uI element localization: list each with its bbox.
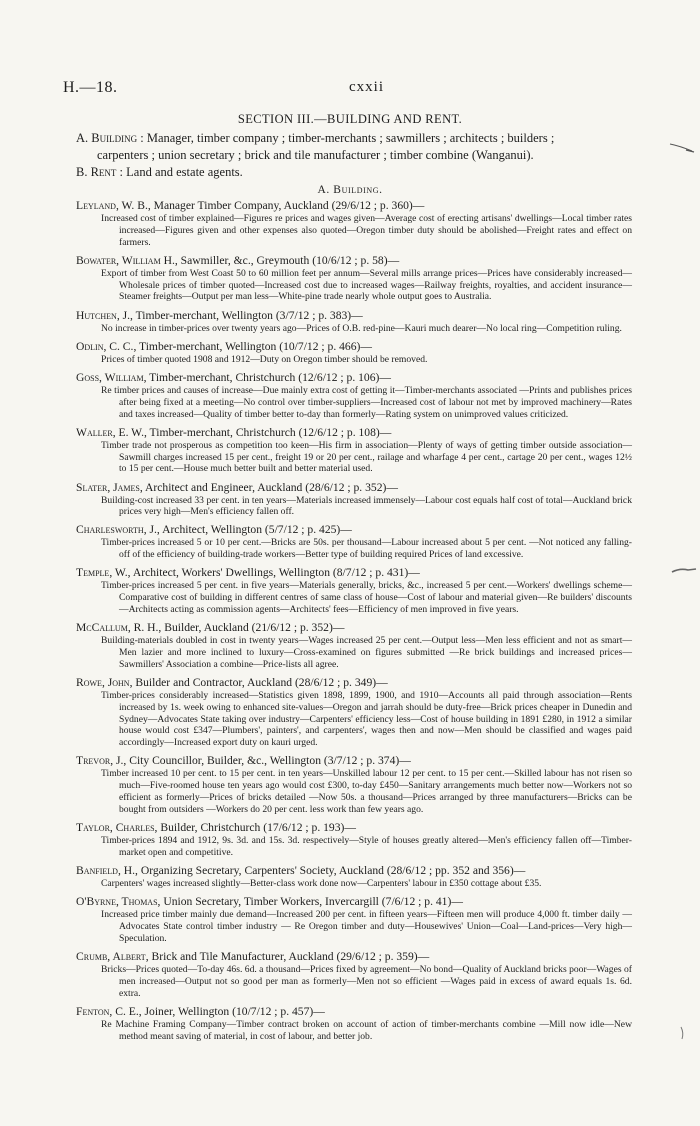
witness-name: Goss, William bbox=[76, 370, 144, 384]
intro-rent bbox=[76, 165, 243, 180]
evidence-summary: Timber-prices increased 5 or 10 per cent.—Bricks are 50s. per thousand—Labour increased about 5 per cent. —Not noticed any falling-off of the efficiency of building-trade workers—Better type of building required Prices of land excessive. bbox=[101, 537, 632, 561]
witness-heading bbox=[76, 895, 632, 909]
witness-heading bbox=[76, 754, 632, 768]
witness-heading bbox=[76, 254, 632, 268]
witness-entry bbox=[76, 481, 632, 519]
evidence-summary: Export of timber from West Coast 50 to 60 million feet per annum—Several mills arrange prices—Prices have considerably increased—Wholesale prices of timber quoted—Increased cost due to increased wages—Railway freights, royalties, and accident insurance—Steamer freights—Output per man less—White-pine trade nearly whole output goes to Australia. bbox=[101, 267, 632, 303]
intro-rent-label: B. Rent : bbox=[76, 165, 124, 179]
margin-mark-bottom bbox=[678, 1026, 688, 1040]
witness-details: , R. H., Builder, Auckland (21/6/12 ; p. 352)— bbox=[127, 621, 345, 635]
witness-details: , W. B., Manager Timber Company, Auckland (29/6/12 ; p. 360)— bbox=[115, 199, 425, 212]
page-reference: H.—18. bbox=[63, 79, 118, 96]
evidence-summary: Re Machine Framing Company—Timber contract broken on account of action of timber-merchants combine —Mill now idle—New method meant saving of material, in cost of labour, and better job. bbox=[101, 1018, 632, 1042]
witness-name: Charlesworth bbox=[76, 523, 144, 537]
witness-name: Rowe, John bbox=[76, 676, 130, 690]
page-number: cxxii bbox=[349, 79, 384, 95]
witness-heading bbox=[76, 566, 632, 580]
witness-name: O'Byrne, Thomas bbox=[76, 895, 158, 909]
intro-building bbox=[76, 130, 636, 164]
witness-details: , Brick and Tile Manufacturer, Auckland (29/6/12 ; p. 359)— bbox=[145, 949, 430, 963]
witness-details: , C. C., Timber-merchant, Wellington (10/7/12 ; p. 466)— bbox=[103, 339, 372, 353]
witness-details: , E. W., Timber-merchant, Christchurch (12/6/12 ; p. 108)— bbox=[112, 425, 392, 439]
evidence-summary: Increased price timber mainly due demand—Increased 200 per cent. in fifteen years—Fifteen men will produce 4,000 ft. timber daily — Advocates State control timber industry — Re Oregon timber and duty—Housewives' Union—Coal—Land-prices—Very high—Speculation. bbox=[101, 909, 632, 944]
witness-details: H., Sawmiller, &c., Greymouth (10/6/12 ; p. 58)— bbox=[160, 253, 400, 267]
evidence-summary: Prices of timber quoted 1908 and 1912—Duty on Oregon timber should be removed. bbox=[101, 353, 428, 365]
witness-name: Fenton bbox=[76, 1004, 110, 1018]
evidence-summary: Building-materials doubled in cost in twenty years—Wages increased 25 per cent.—Output less—Men less efficient and not as smart—Men lazier and more inclined to luxury—Cross-examined on figures submitted —Re brick buildings and increased prices—Sawmillers' Association a combine—Price-lists all agree. bbox=[101, 635, 632, 670]
witness-entry bbox=[76, 309, 632, 335]
intro-building-text-line1: Manager, timber company ; timber-merchants ; sawmillers ; architects ; builders ; bbox=[146, 131, 555, 145]
evidence-summary: Carpenters' wages increased slightly—Better-class work done now—Carpenters' labour in £350 cottage about £35. bbox=[101, 877, 542, 889]
witness-heading bbox=[76, 621, 632, 635]
witness-heading bbox=[76, 481, 632, 495]
evidence-summary: Building-cost increased 33 per cent. in ten years—Materials increased immensely—Labour cost equals half cost of total—Auckland brick prices very high—Men's efficiency fallen off. bbox=[101, 494, 632, 518]
witness-name: Waller bbox=[76, 425, 113, 439]
witness-entry bbox=[76, 621, 632, 670]
witness-name: Taylor, Charles bbox=[76, 820, 155, 834]
witness-heading bbox=[76, 1005, 632, 1019]
witness-name: McCallum bbox=[76, 621, 128, 635]
subsection-title: A. Building. bbox=[317, 184, 383, 196]
witness-heading bbox=[76, 676, 632, 690]
intro-rent-text: Land and estate agents. bbox=[126, 165, 243, 179]
evidence-summary: Timber-prices 1894 and 1912, 9s. 3d. and 15s. 3d. respectively—Style of houses greatly altered—Men's efficiency fallen off—Timber-market open and competitive. bbox=[101, 834, 632, 858]
witness-entry bbox=[76, 821, 632, 859]
witness-heading bbox=[76, 371, 632, 385]
witness-name: Crumb, Albert bbox=[76, 949, 146, 963]
witness-entry bbox=[76, 676, 632, 749]
witness-list bbox=[76, 199, 632, 1048]
witness-entry bbox=[76, 864, 632, 890]
witness-name: Temple bbox=[76, 566, 110, 580]
witness-details: , C. E., Joiner, Wellington (10/7/12 ; p. 457)— bbox=[109, 1004, 325, 1018]
evidence-summary: Timber trade not prosperous as competition too keen—His firm in association—Plenty of ways of getting timber outside association—Sawmill charges increased 15 per cent., freight 19 or 20 per cent., railage and wharfage 4 per cent., cartage 20 per cent., wages 12½ to 15 per cent.—House much better built and better material used. bbox=[101, 439, 632, 475]
witness-entry bbox=[76, 950, 632, 999]
evidence-summary: Increased cost of timber explained—Figures re prices and wages given—Average cost of erecting artisans' dwellings—Local timber rates increased—Figures given and other expenses also quoted—Oregon timber duty should be abolished—Freight rates and effect on farmers. bbox=[101, 213, 632, 248]
witness-details: , Timber-merchant, Christchurch (12/6/12 ; p. 106)— bbox=[143, 370, 391, 384]
margin-mark-middle bbox=[670, 566, 698, 576]
witness-details: , W., Architect, Workers' Dwellings, Wellington (8/7/12 ; p. 431)— bbox=[109, 566, 420, 580]
witness-details: , H., Organizing Secretary, Carpenters' Society, Auckland (28/6/12 ; pp. 352 and 356)— bbox=[117, 863, 526, 877]
evidence-summary: Bricks—Prices quoted—To-day 46s. 6d. a thousand—Prices fixed by agreement—No bond—Quality of Auckland bricks poor—Wages of men increased—Output not so good per man as formerly—Men not so efficient —Wages paid in excess of award equals 1s. 6d. extra. bbox=[101, 963, 632, 999]
witness-entry bbox=[76, 895, 632, 944]
witness-name: Bowater, William bbox=[76, 253, 161, 267]
witness-entry bbox=[76, 426, 632, 475]
section-title: SECTION III.—BUILDING AND RENT. bbox=[237, 112, 463, 126]
witness-name: Trevor bbox=[76, 754, 111, 768]
evidence-summary: Timber increased 10 per cent. to 15 per cent. in ten years—Unskilled labour 12 per cent. to 15 per cent.—Skilled labour has not risen so much—Five-roomed house ten years ago would cost £300, to-day £450—Sanitary arrangements much better now—Workers not so efficient as formerly—Prices of bricks detailed —Now 50s. a thousand—Prices arranged by three manufacturers—Bricks can be bought from outsiders —Workers do 20 per cent. less work than few years ago. bbox=[101, 768, 632, 815]
witness-name: Odlin bbox=[76, 339, 104, 353]
witness-heading bbox=[76, 821, 632, 835]
witness-details: , J., Timber-merchant, Wellington (3/7/12 ; p. 383)— bbox=[116, 308, 363, 322]
witness-heading bbox=[76, 340, 632, 354]
witness-heading bbox=[76, 199, 632, 213]
witness-heading bbox=[76, 523, 632, 537]
witness-details: , J., Architect, Wellington (5/7/12 ; p. 425)— bbox=[143, 523, 352, 537]
witness-heading bbox=[76, 864, 632, 878]
evidence-summary: Timber-prices considerably increased—Statistics given 1898, 1899, 1900, and 1910—Accounts all paid through association—Rents increased by 1s. week owing to enhanced site-values—Oregon and jarrah should be duty-free—Brick prices cheaper in Dunedin and Sydney—Advocates State taking over industry—Carpenters' efficiency less—Cost of house building in 1891 £280, in 1912 a similar house would cost £347—Plumbers', painters', and carpenters', wages then and now—Men should be classified and wages paid accordingly—Increased export duty on kauri urged. bbox=[101, 690, 632, 749]
witness-details: , Builder, Christchurch (17/6/12 ; p. 193)— bbox=[154, 820, 356, 834]
evidence-summary: Timber-prices increased 5 per cent. in five years—Materials generally, bricks, &c., increased 5 per cent.—Workers' dwellings scheme—Comparative cost of building in different centres of same class of house—Cost of labour and material given—Re builders' discounts—Architects acting as commission agents—Architects' fees—Efficiency of men improved in five years. bbox=[101, 580, 632, 616]
witness-entry bbox=[76, 754, 632, 815]
witness-details: , Union Secretary, Timber Workers, Invercargill (7/6/12 ; p. 41)— bbox=[157, 895, 463, 909]
evidence-summary: Re timber prices and causes of increase—Due mainly extra cost of getting it—Timber-merchants associated —Prints and publishes prices after being fixed at a meeting—No control over timber-suppliers—Increased cost of labour not met by improved machinery—Rates and taxes increased—Quality of timber better to-day than formerly—Rating system on unimproved values criticized. bbox=[101, 384, 632, 420]
witness-entry bbox=[76, 340, 632, 366]
intro-building-text-line2: carpenters ; union secretary ; brick and tile manufacturer ; timber combine (Wanganui). bbox=[97, 148, 534, 162]
witness-heading bbox=[76, 426, 632, 440]
witness-entry bbox=[76, 566, 632, 615]
witness-details: , Architect and Engineer, Auckland (28/6/12 ; p. 352)— bbox=[139, 480, 398, 494]
witness-name: Hutchen bbox=[76, 308, 117, 322]
witness-details: , Builder and Contractor, Auckland (28/6/12 ; p. 349)— bbox=[129, 676, 388, 690]
witness-name: Slater, James bbox=[76, 480, 140, 494]
witness-entry bbox=[76, 254, 632, 303]
witness-entry bbox=[76, 1005, 632, 1043]
witness-entry bbox=[76, 371, 632, 420]
witness-name: Leyland bbox=[76, 199, 116, 212]
witness-entry bbox=[76, 199, 632, 248]
witness-heading bbox=[76, 950, 632, 964]
evidence-summary: No increase in timber-prices over twenty years ago—Prices of O.B. red-pine—Kauri much dearer—No local ring—Competition ruling. bbox=[101, 322, 622, 334]
margin-mark-top bbox=[668, 140, 698, 154]
witness-heading bbox=[76, 309, 632, 323]
witness-entry bbox=[76, 523, 632, 561]
witness-name: Banfield bbox=[76, 863, 118, 877]
witness-details: , J., City Councillor, Builder, &c., Wellington (3/7/12 ; p. 374)— bbox=[110, 754, 411, 768]
intro-building-label: A. Building : bbox=[76, 131, 144, 145]
